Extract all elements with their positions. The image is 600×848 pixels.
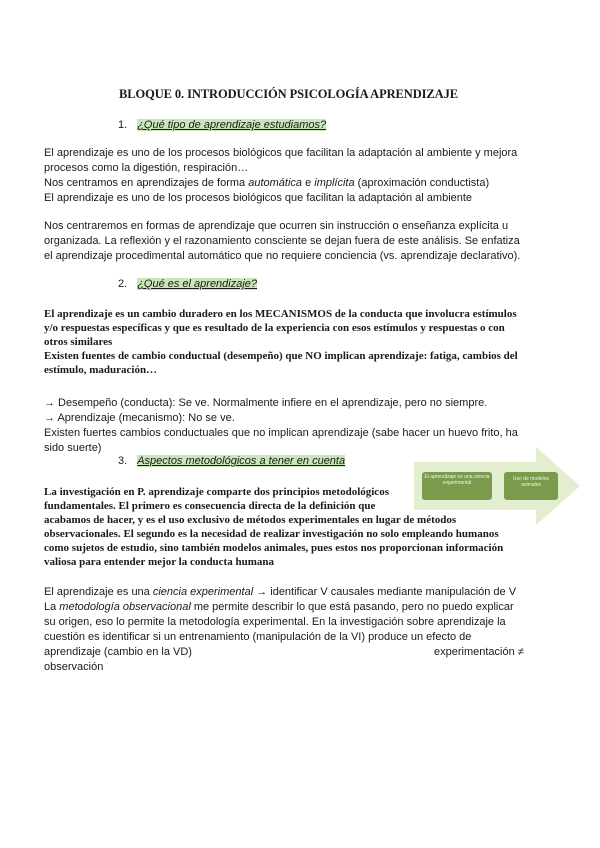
- text-line: Existen fuentes de cambio conductual (desempeño) que NO implican aprendizaje: fatiga, cambios del: [44, 350, 518, 362]
- section-title: ¿Qué es el aprendizaje?: [137, 278, 258, 290]
- paragraph: [44, 219, 520, 264]
- text-line: El aprendizaje es uno de los procesos biológicos que facilitan la adaptación al ambiente: [44, 192, 473, 204]
- diagram-box-1-label: El aprendizaje es una ciencia experimental: [424, 474, 490, 486]
- text-run: me permite describir lo que está pasando, pero no puedo explicar: [190, 601, 514, 613]
- text-run: La: [44, 601, 60, 613]
- text-line: cuestión es identificar si un entrenamiento (manipulación de la VI) produce un efecto de: [44, 631, 472, 643]
- diagram-box-2-label: Uso de modelos animales: [512, 476, 550, 488]
- text-line: observación: [44, 661, 104, 673]
- text-line: fundamentales. El primero es consecuencia directa de la definición que: [44, 500, 376, 512]
- text-line: observacionales. El segundo es la necesidad de realizar investigación no solo empleando humanos: [44, 528, 499, 540]
- text-line: Nos centraremos en formas de aprendizaje que ocurren sin instrucción o enseñanza explícita u: [44, 220, 509, 232]
- text-line: [44, 600, 516, 615]
- section-title: Aspectos metodológicos a tener en cuenta: [137, 455, 346, 467]
- text-run: → identificar V causales mediante manipulación de V: [253, 586, 517, 598]
- text-line: Existen fuertes cambios conductuales que no implican aprendizaje (sabe hacer un huevo frito, ha: [44, 427, 518, 439]
- section-title: ¿Qué tipo de aprendizaje estudiamos?: [137, 119, 327, 131]
- text-line: el aprendizaje procedimental automático que no requiere conciencia (vs. aprendizaje declarativo).: [44, 250, 521, 262]
- section-heading-2: [118, 278, 257, 290]
- text-line: su origen, eso lo permite la metodología experimental. En la investigación sobre aprendizaje la: [44, 616, 506, 628]
- text-run: e: [302, 177, 315, 189]
- text-line: como sujetos de estudio, sino también modelos animales, pues estos nos proporcionan información: [44, 542, 504, 554]
- text-line: [44, 645, 524, 660]
- text-line: El aprendizaje es uno de los procesos biológicos que facilitan la adaptación al ambiente y mejora: [44, 147, 518, 159]
- bold-paragraph: [44, 307, 518, 377]
- italic-term: automática: [248, 177, 303, 189]
- text-line: acabamos de hacer, y es el uso exclusivo de métodos experimentales en lugar de métodos: [44, 514, 457, 526]
- text-line: y/o respuestas específicas y que es resultado de la experiencia con esos estímulos y respuestas o con: [44, 322, 505, 334]
- italic-term: implícita: [314, 177, 355, 189]
- section-number: 2.: [118, 278, 128, 290]
- text-line: [44, 176, 517, 191]
- text-line: organizada. La reflexión y el razonamiento consciente se dejan fuera de este análisis. Se enfatiza: [44, 235, 520, 247]
- page-title: BLOQUE 0. INTRODUCCIÓN PSICOLOGÍA APRENDIZAJE: [119, 87, 458, 101]
- text-line: otros similares: [44, 336, 113, 348]
- text-line: valiosa para entender mejor la conducta humana: [44, 556, 274, 568]
- text-run: Nos centramos en aprendizajes de forma: [44, 177, 249, 189]
- text-line: procesos como la digestión, respiración…: [44, 162, 249, 174]
- text-run: (aproximación conductista): [354, 177, 490, 189]
- text-run: experimentación ≠: [434, 646, 524, 658]
- text-run: aprendizaje (cambio en la VD): [44, 646, 192, 658]
- text-line: → Desempeño (conducta): Se ve. Normalmente infiere en el aprendizaje, pero no siempre.: [44, 397, 488, 409]
- paragraph: [44, 585, 524, 675]
- section-number: 1.: [118, 119, 128, 131]
- italic-term: ciencia experimental: [152, 586, 254, 598]
- text-line: estímulo, maduración…: [44, 364, 158, 376]
- text-line: → Aprendizaje (mecanismo): No se ve.: [44, 412, 235, 424]
- text-line: [44, 585, 516, 600]
- text-run: El aprendizaje es una: [44, 586, 153, 598]
- text-line: sido suerte): [44, 442, 102, 454]
- section-number: 3.: [118, 455, 128, 467]
- text-line: La investigación en P. aprendizaje comparte dos principios metodológicos: [44, 486, 389, 498]
- italic-term: metodología observacional: [59, 601, 191, 613]
- paragraph: [44, 146, 517, 206]
- section-heading-1: [118, 119, 326, 131]
- section-heading-3: [118, 455, 345, 467]
- bold-paragraph: [44, 485, 503, 569]
- text-line: El aprendizaje es un cambio duradero en los MECANISMOS de la conducta que involucra estímulos: [44, 308, 517, 320]
